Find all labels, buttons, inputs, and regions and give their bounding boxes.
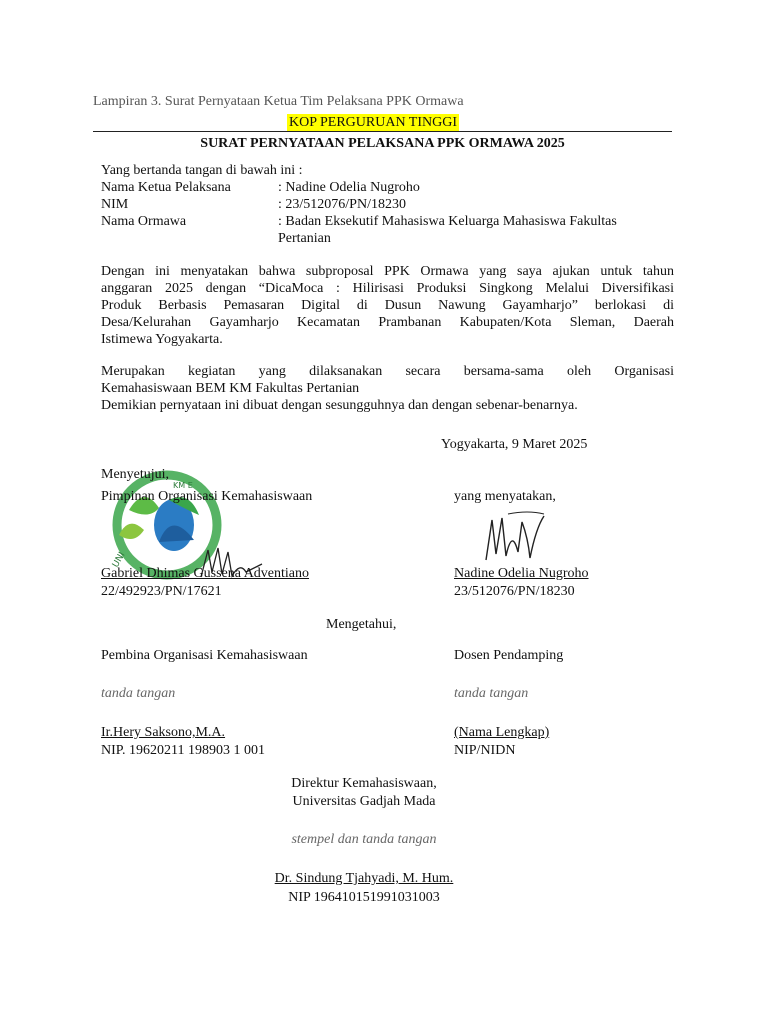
document-title: SURAT PERNYATAAN PELAKSANA PPK ORMAWA 2025: [200, 136, 565, 151]
identity-value-nim: : 23/512076/PN/18230: [278, 197, 406, 212]
statement-line: Desa/Kelurahan Gayamharjo Kecamatan Prambanan Kabupaten/Kota Sleman, Daerah: [101, 315, 674, 330]
direktur-university: Universitas Gadjah Mada: [292, 794, 436, 809]
statement-line: Istimewa Yogyakarta.: [101, 332, 223, 347]
left-signer-id: 22/492923/PN/17621: [101, 584, 222, 599]
left-signer-name: Gabriel Dhimas Gussena Adventiano: [101, 566, 310, 581]
identity-value-ormawa: : Badan Eksekutif Mahasiswa Keluarga Mahasiswa Fakultas: [278, 214, 617, 229]
approval-label: Menyetujui,: [101, 467, 170, 482]
direktur-role: Direktur Kemahasiswaan,: [291, 776, 437, 791]
statement-line: Produk Berbasis Pemasaran Digital di Dusun Nawung Gayamharjo” berlokasi di: [101, 298, 674, 313]
pembina-name: Ir.Hery Saksono,M.A.: [101, 725, 226, 740]
right-signer-name: Nadine Odelia Nugroho: [454, 566, 589, 581]
right-signer-id: 23/512076/PN/18230: [454, 584, 575, 599]
activity-line: Kemahasiswaan BEM KM Fakultas Pertanian: [101, 381, 360, 396]
dosen-id: NIP/NIDN: [454, 743, 516, 758]
svg-text:UNI: UNI: [110, 550, 128, 570]
statement-line: anggaran 2025 dengan “DicaMoca : Hilirisasi Produksi Singkong Melalui Diversifikasi: [101, 281, 674, 296]
attachment-label: Lampiran 3. Surat Pernyataan Ketua Tim Pelaksana PPK Ormawa: [93, 94, 464, 109]
statement-paragraph: [101, 263, 674, 348]
acknowledged-label: Mengetahui,: [326, 617, 397, 632]
identity-label-ormawa: Nama Ormawa: [101, 214, 187, 229]
right-signature-icon: [478, 508, 550, 568]
direktur-stamp-placeholder: stempel dan tanda tangan: [291, 832, 437, 847]
identity-label-name: Nama Ketua Pelaksana: [101, 180, 231, 195]
dosen-signature-placeholder: tanda tangan: [454, 686, 529, 701]
activity-line: Merupakan kegiatan yang dilaksanakan secara bersama-sama oleh Organisasi: [101, 364, 674, 379]
right-signer-role: yang menyatakan,: [454, 489, 556, 504]
dosen-name: (Nama Lengkap): [454, 725, 550, 740]
direktur-name: Dr. Sindung Tjahyadi, M. Hum.: [274, 871, 454, 886]
statement-line: Dengan ini menyatakan bahwa subproposal PPK Ormawa yang saya ajukan untuk tahun: [101, 264, 674, 279]
dosen-role: Dosen Pendamping: [454, 648, 564, 663]
pembina-signature-placeholder: tanda tangan: [101, 686, 176, 701]
activity-paragraph: [101, 363, 674, 414]
left-signer-role: Pimpinan Organisasi Kemahasiswaan: [101, 489, 313, 504]
identity-intro: Yang bertanda tangan di bawah ini :: [101, 163, 303, 178]
svg-text:KM E: KM E: [173, 481, 193, 490]
place-date: Yogyakarta, 9 Maret 2025: [441, 437, 588, 452]
identity-value-ormawa-cont: Pertanian: [278, 231, 331, 246]
closing-line: Demikian pernyataan ini dibuat dengan sesungguhnya dan dengan sebenar-benarnya.: [101, 398, 578, 413]
direktur-id: NIP 196410151991031003: [288, 890, 440, 905]
header-divider: [93, 131, 672, 132]
pembina-role: Pembina Organisasi Kemahasiswaan: [101, 648, 308, 663]
pembina-id: NIP. 19620211 198903 1 001: [101, 743, 265, 758]
identity-value-name: : Nadine Odelia Nugroho: [278, 180, 420, 195]
identity-label-nim: NIM: [101, 197, 129, 212]
letterhead-placeholder: KOP PERGURUAN TINGGI: [289, 115, 458, 130]
